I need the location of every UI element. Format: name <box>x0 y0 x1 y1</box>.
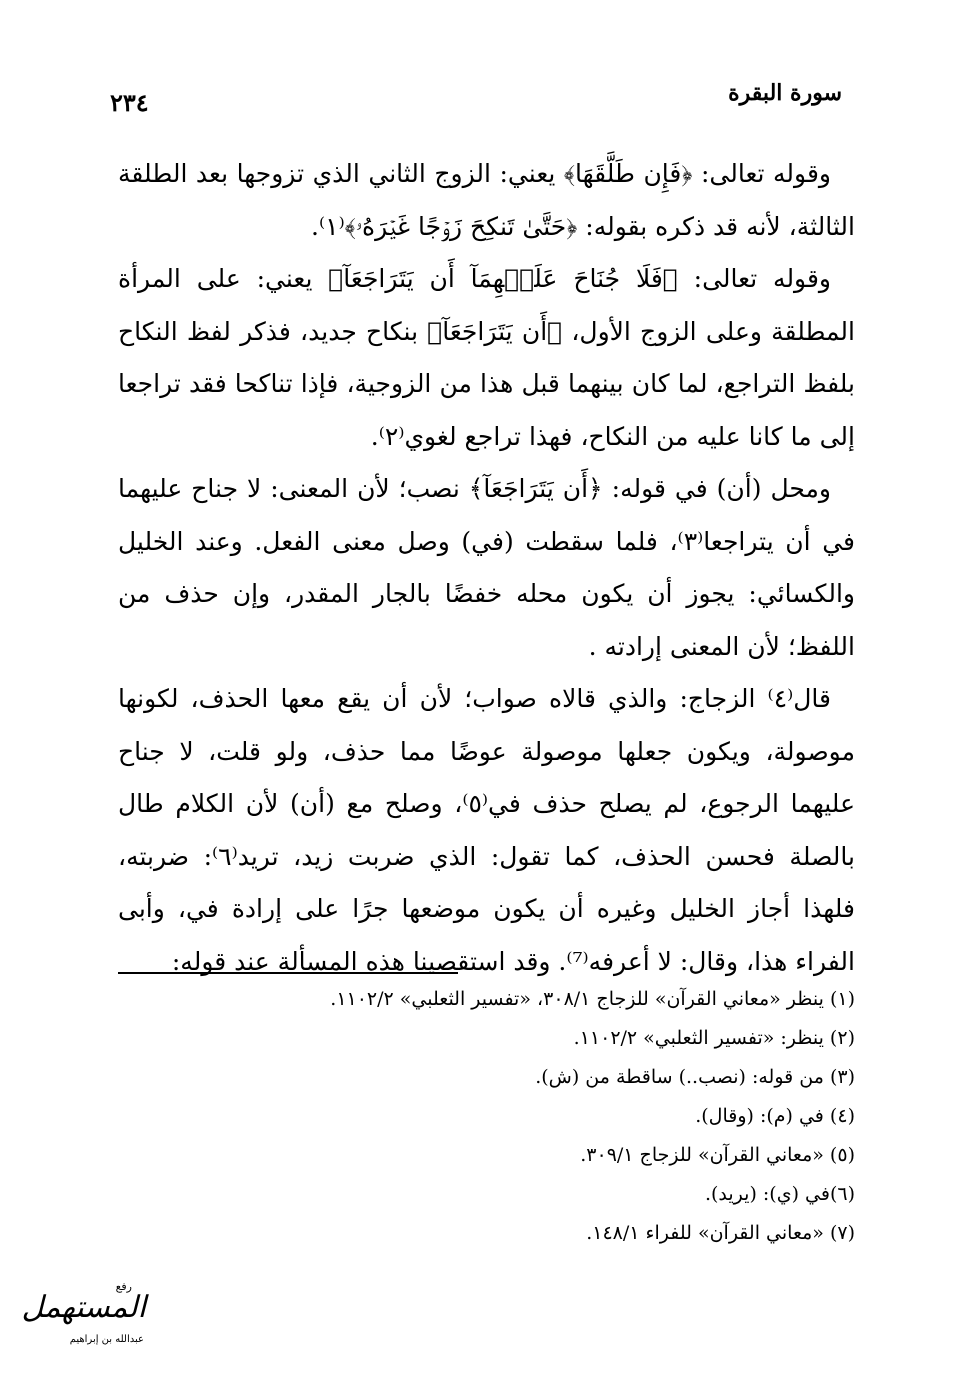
footnote-6: (٦)في (ي): (يريد). <box>704 1183 855 1205</box>
footnote-separator <box>118 972 458 974</box>
surah-title: سورة البقرة <box>728 80 842 106</box>
footnotes <box>118 980 855 1253</box>
watermark-sub: عبدالله بن إبراهيم <box>69 1334 144 1345</box>
footnote-4: (٤) في (م): (وقال). <box>695 1105 855 1127</box>
footnote-5: (٥) «معاني القرآن» للزجاج ٣٠٩/١. <box>580 1144 855 1166</box>
page-number: ٢٣٤ <box>110 88 149 117</box>
main-text <box>118 148 855 988</box>
page-header <box>100 80 875 120</box>
footnote-3: (٣) من قوله: (نصب..) ساقطة من (ش). <box>535 1066 855 1088</box>
paragraph-3: ومحل (أن) في قوله: ﴿أَن يَتَرَاجَعَآ﴾ نصب؛ لأن المعنى: لا جناح عليهما في أن يتراجعا⁽٣⁾، فلما سقطت (في) وصل معنى الفعل. وعند الخليل والكسائي: يجوز أن يكون محله خفضًا بالجار المقدر، وإن حذف من اللفظ؛ لأن المعنى إرادته . <box>118 474 855 661</box>
footnote-2: (٢) ينظر: «تفسير الثعلبي» ١١٠٢/٢. <box>573 1027 855 1049</box>
paragraph-2: وقوله تعالى: ﴿فَلَا جُنَاحَ عَلَيۡهِمَآ أَن يَتَرَاجَعَآ﴾ يعني: على المرأة المطلقة وعلى الزوج الأول، ﴿أَن يَتَرَاجَعَآ﴾ بنكاح جديد، فذكر لفظ النكاح بلفظ التراجع، لما كان بينهما قبل هذا من الزوجية، فإذا تناكحا فقد تراجعا إلى ما كانا عليه من النكاح، فهذا تراجع لغوي⁽٢⁾. <box>118 264 855 451</box>
watermark-logo <box>14 1280 154 1370</box>
paragraph-4: قال⁽٤⁾ الزجاج: والذي قالاه صواب؛ لأن أن يقع معها الحذف، لكونها موصولة، ويكون جعلها موصولة عوضًا مما حذف، ولو قلت، لا جناح عليهما الرجوع، لم يصلح حذف في⁽٥⁾، وصلح مع (أن) لأن الكلام طال بالصلة فحسن الحذف، كما تقول: الذي ضربت زيد، تريد⁽٦⁾: ضربته، فلهذا أجاز الخليل وغيره أن يكون موضعها جرًا على إرادة في، وأبى الفراء هذا، وقال: لا أعرفه⁽⁷⁾. وقد استقصينا هذه المسألة عند قوله: <box>118 684 855 976</box>
footnote-7: (٧) «معاني القرآن» للفراء ١٤٨/١. <box>586 1222 855 1244</box>
watermark-main: المستهمل <box>21 1290 146 1325</box>
footnote-1: (١) ينظر «معاني القرآن» للزجاج ٣٠٨/١، «تفسير الثعلبي» ١١٠٢/٢. <box>330 988 855 1010</box>
watermark-mark: رفع <box>115 1280 132 1293</box>
paragraph-1: وقوله تعالى: ﴿فَإِن طَلَّقَهَا﴾ يعني: الزوج الثاني الذي تزوجها بعد الطلقة الثالثة، لأنه قد ذكره بقوله: ﴿حَتَّىٰ تَنكِحَ زَوۡجًا غَيۡرَهُۥ﴾⁽١⁾. <box>118 159 855 241</box>
